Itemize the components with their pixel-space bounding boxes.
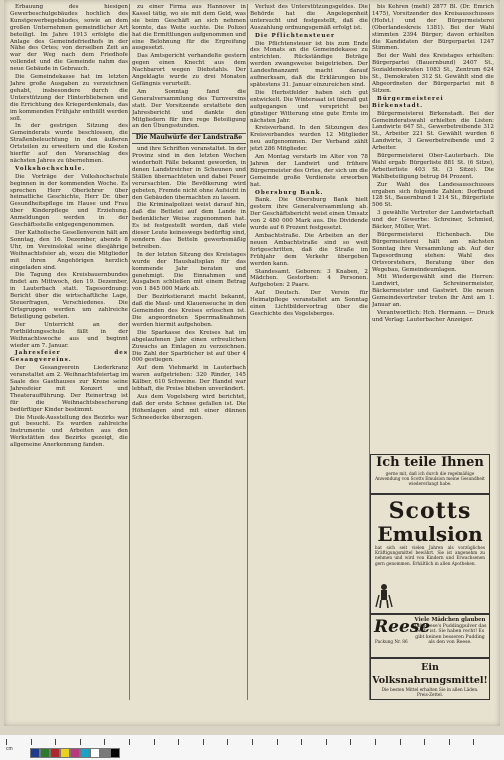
article-paragraph: In der letzten Sitzung des Kreistages wurde der Haushaltsplan für das kommende Jahr beraten und genehmigt. Die Einnahmen und Ausgaben schließen mit einem Betrag von 1 845 000 Mark ab.	[132, 251, 246, 293]
article-paragraph: 3 gewählte Vertreter der Landwirtschaft und der Gewerbe: Schreiner, Schmied, Bäcker, Müller, Wirt.	[372, 210, 494, 231]
section-heading: Jahresfeier des Gesangvereins.	[10, 350, 128, 364]
article-paragraph: Der Katholische Gesellenverein hält am Sonntag, den 16. Dezember, abends 8 Uhr, im Vereinslokal seine diesjährige Weihnachtsfeier ab, wozu die Mitglieder mit ihren Angehörigen herzlich eingeladen sind.	[10, 230, 128, 271]
color-chip	[100, 748, 110, 758]
article-paragraph: Erbauung des hiesigen Gewerbeschulgebäudes hochlich des Kunstgewerbegebäudes, sowie an dem großen Unternehmen gemeindlicher Art beteiligt. Im Jahre 1913 erfolgte die Anlage des Gemeindefriedhofs in der Nähe des Ortes; von derselben Zeit an war der Weg nach dem Friedhofe vollendet und die Gemeinde nahm das neue Gebäude in Gebrauch.	[10, 4, 128, 73]
ad-reese-copy	[413, 618, 487, 646]
article-paragraph: Bürgermeisterei Ober-Lauterbach. Die Wahl ergab: Bürgerliste 881 St. (6 Sitze), Arbeiterliste 403 St. (3 Sitze). Die Wahlbeteiligung betrug 84 Prozent.	[372, 153, 494, 180]
article-paragraph: Das Amtsgericht verhandelte gestern gegen einen Knecht aus dem Nachbarort wegen Diebstahls. Der Angeklagte wurde zu drei Monaten Gefängnis verurteilt.	[132, 53, 246, 87]
article-paragraph: Auf dem Viehmarkt in Lauterbach waren aufgetrieben: 320 Rinder, 145 Kälber, 610 Schweine. Der Handel war lebhaft, die Preise blieben unverändert.	[132, 365, 246, 393]
article-paragraph: Bürgermeisterei Eichenbach. Die Bürgermeisterei hält am nächsten Sonntag ihre Versammlung ab. Auf der Tagesordnung stehen: Wahl des Ortsvorstehers, Beratung über den Wegebau, Gemeindeumlagen.	[372, 232, 494, 273]
ad-scotts-brand: Scotts	[388, 498, 472, 524]
article-paragraph: Kreisverband. In den Sitzungen des Kreisverbandes wurden 12 Mitglieder neu aufgenommen. Der Verband zählt jetzt 286 Mitglieder.	[250, 125, 368, 153]
article-paragraph: Mit Wiedergewählt sind die Herren: Landwirt, Schreinermeister, Bäckermeister und Gastwirt. Die neuen Gemeindevertreter treten ihr Amt am 1. Januar an.	[372, 274, 494, 309]
article-paragraph: Die Gemeindekasse hat im letzten Jahre große Ausgaben zu verzeichnen gehabt, insbesondere durch die Unterstützung der Hinterbliebenen und die Errichtung des Kriegerdenkmals, das im kommenden Frühjahr enthüllt werden soll.	[10, 74, 128, 122]
article-paragraph: Auf Deutsch. Der Verein für Heimatpflege veranstaltet am Sonntag einen Lichtbildervortrag über die Geschichte des Vogelsberges.	[250, 290, 368, 317]
article-paragraph: Verantwortlich: Hch. Hermann. — Druck und Verlag: Lauterbacher Anzeiger.	[372, 309, 494, 323]
color-chip	[50, 748, 60, 758]
color-chip	[80, 748, 90, 758]
ad-testimonial	[370, 454, 490, 494]
column-4	[372, 4, 494, 450]
fisherman-logo-icon	[375, 583, 393, 609]
ruler-unit-label: cm	[6, 746, 13, 752]
article-paragraph: Die Pflichtensteuer ist bis zum Ende des Monats an die Gemeindekasse zu entrichten. Rückständige Beträge werden zwangsweise beigetrieben. Der Landesfinanzamt macht darauf aufmerksam, daß die Erklärungen bis spätestens 31. Januar einzureichen sind.	[250, 40, 368, 88]
ad-testimonial-text: gerne mit, daß ich durch die regelmäßige Anwendung von Scotts Emulsion meine Gesundheit wiedererlangt habe.	[375, 471, 485, 486]
ad-reese-body: daß Reese's Puddingpulver das beste ist. Sie haben recht! Es gibt keinen besseren Pudding als den von Reese.	[413, 623, 487, 646]
article-paragraph: Am Montag verstarb im Alter von 78 Jahren der Landwirt und frühere Bürgermeister des Ortes, der sich um die Gemeinde große Verdienste erworben hat.	[250, 154, 368, 188]
column-rule	[247, 4, 248, 700]
article-paragraph: Bürgermeisterei Birkenstadt. Bei der Gemeinderatswahl erhielten die Listen: Landwirte 647 St., Gewerbetreibende 312 St., Arbeiter 221 St. Gewählt wurden 6 Landwirte, 3 Gewerbetreibende und 2 Arbeiter.	[372, 110, 494, 152]
article-paragraph: Die Musik-Ausstellung des Bezirks war gut besucht. Es wurden zahlreiche Instrumente und Arbeiten aus den Werkstätten des Bezirks gezeigt, die allgemeine Anerkennung fanden.	[10, 414, 128, 449]
ad-reese-pack: Packung Nr. 86	[375, 639, 408, 644]
ad-testimonial-title: Ich teile Ihnen	[376, 455, 484, 470]
article-paragraph: Verlust des Unterstützungsgeldes. Die Behörde hat die Angelegenheit untersucht und festgestellt, daß die Auszahlung ordnungsgemäß erfolgt ist.	[250, 4, 368, 31]
color-chip	[60, 748, 70, 758]
article-paragraph: Aus dem Vogelsberg wird berichtet, daß der erste Schnee gefallen ist. Die Höhenlagen sind mit einer dünnen Schneedecke überzogen.	[132, 393, 246, 421]
article-paragraph: bis Kehren (mehl) 2877 Bl. (Dr. Emrich 1475), Vorsitzender des Kreisausschusses (Hofst.) und der Bürgermeisterei (Oberlandeskreis 1381). Bei der Wahl stimmten 2394 Bürger; davon erhielten die Kandidaten der Bürgerpartei 1247 Stimmen.	[372, 4, 494, 52]
color-chip	[90, 748, 100, 758]
article-paragraph: und ihre Schriften veranstaltet. In der Provinz sind in den letzten Wochen wiederholt Fälle bekannt geworden, in denen Landstreicher in Scheunen und Ställen übernachteten und dabei Feuer verursachten. Die Bevölkerung wird gebeten, Fremde nicht ohne Aufsicht in den Gebäuden übernachten zu lassen.	[132, 146, 246, 201]
article-paragraph: Die Kriminalpolizei weist darauf hin, daß die Bettelei auf dem Lande in bedenklicher Weise zugenommen hat. Es ist festgestellt worden, daß viele dieser Leute keineswegs bedürftig sind, sondern das Betteln gewerbsmäßig betreiben.	[132, 202, 246, 250]
ad-reese-brand: Reese	[374, 617, 431, 637]
article-paragraph: Die Sparkasse des Kreises hat im abgelaufenen Jahr einen erfreulichen Zuwachs an Einlagen zu verzeichnen. Die Zahl der Sparbücher ist auf über 4 000 gestiegen.	[132, 329, 246, 364]
ad-volk-title: Ein Volksnahrungsmittel!	[372, 662, 488, 686]
article-paragraph: Standesamt. Geboren: 3 Knaben, 2 Mädchen. Gestorben: 4 Personen. Aufgeboten: 2 Paare.	[250, 268, 368, 289]
column-2	[132, 4, 246, 700]
article-paragraph: In der gestrigen Sitzung des Gemeinderats wurde beschlossen, die Straßenbeleuchtung in den äußeren Ortsteilen zu erweitern und die Kosten hierfür auf den Voranschlag des nächsten Jahres zu übernehmen.	[10, 123, 128, 164]
column-1	[10, 4, 128, 700]
color-chip	[110, 748, 120, 758]
ad-volksnahrungsmittel	[370, 658, 490, 700]
column-3	[250, 4, 368, 700]
article-paragraph: Bei der Wahl des Kreistages erhielten: Bürgerpartei (Bauernbund) 2407 St., Sozialdemokraten 1083 St., Zentrum 624 St., Demokraten 312 St. Gewählt sind die Abgeordneten der Bürgerpartei mit 8 Sitzen.	[372, 53, 494, 94]
article-paragraph: Ambachtstraße. Die Arbeiten an der neuen Ambachtstraße sind so weit fortgeschritten, daß die Straße im Frühjahr dem Verkehr übergeben werden kann.	[250, 233, 368, 267]
section-heading: Die Pflichtensteuer	[255, 32, 335, 39]
article-paragraph: zu einer Firma aus Hannover in Kassel tätig, wo sie mit dem Geld, was sie beim Geschäft an sich nehmen konnte, das Weite suchte. Die Polizei hat die Ermittlungen aufgenommen und eine Belohnung für die Ergreifung ausgesetzt.	[132, 4, 246, 52]
article-paragraph: Der Unterricht an der Fortbildungsschule fällt in der Weihnachtswoche aus und beginnt wieder am 7. Januar.	[10, 321, 128, 349]
ad-scotts-product: Emulsion	[377, 522, 483, 546]
ad-scotts-text: hat sich seit vielen Jahren als vorzügliches Kräftigungsmittel bewährt. Sie ist angenehm zu nehmen und wird von Kindern und Erwachsenen gern genommen. Erhältlich in allen Apotheken.	[375, 545, 485, 566]
section-heading: Bürgermeisterei Birkenstadt.	[372, 95, 444, 109]
ad-reese-headline: Viele Mädchen glauben	[414, 617, 486, 623]
section-heading: Obersburg Bank.	[255, 189, 324, 196]
section-heading: Volkshochschule.	[15, 165, 86, 172]
article-paragraph: Bank. Die Obersburg Bank hielt gestern ihre Generalversammlung ab. Der Geschäftsbericht weist einen Umsatz von 2 480 000 Mark aus. Die Dividende wurde auf 6 Prozent festgesetzt.	[250, 197, 368, 232]
color-chip	[30, 748, 40, 758]
article-paragraph: Die Tagung des Kreisbauernbundes findet am Mittwoch, den 19. Dezember, in Lauterbach statt. Tagesordnung: Bericht über die wirtschaftliche Lage, Steuerfragen, Verschiedenes. Die Ortsgruppen werden um zahlreiche Beteiligung gebeten.	[10, 272, 128, 320]
article-paragraph: Die Vorträge der Volkshochschule beginnen in der kommenden Woche. Es sprechen Herr Oberlehrer über heimatliche Geschichte, Herr Dr. über Gesundheitspflege im Hause und Frau über Kinderpflege und Erziehung. Anmeldungen werden in der Geschäftsstelle entgegengenommen.	[10, 173, 128, 229]
color-chip	[40, 748, 50, 758]
article-paragraph: Der Bezirkstierarzt macht bekannt, daß die Maul- und Klauenseuche in den Gemeinden des Kreises erloschen ist. Die angeordneten Sperrmaßnahmen werden hiermit aufgehoben.	[132, 294, 246, 328]
article-paragraph: Die Herbstfelder haben sich gut entwickelt. Die Wintersaat ist überall gut aufgegangen und verspricht bei günstiger Witterung eine gute Ernte im nächsten Jahr.	[250, 89, 368, 124]
article-paragraph: Zur Wahl des Landesausschusses ergaben sich folgende Zahlen: Dorfbund 128 St., Bauernbund 1 214 St., Bürgerliste 506 St.	[372, 181, 494, 209]
column-rule	[129, 4, 130, 700]
article-paragraph: Am Sonntag fand die Generalversammlung des Turnvereins statt. Der Vorsitzende erstattete den Jahresbericht und dankte den Mitgliedern für ihre rege Beteiligung an den Übungsstunden.	[132, 88, 246, 130]
article-headline: Die Maulwürfe der Landstraße	[132, 133, 246, 144]
ad-volk-text: Die besten Mittel erhalten Sie in allen Läden. Preis-Zettel.	[381, 687, 479, 698]
color-chip	[70, 748, 80, 758]
ad-reese-pudding	[370, 614, 490, 658]
scale-ruler	[6, 739, 498, 745]
ad-scotts-emulsion	[370, 494, 490, 614]
article-paragraph: Der Gesangverein Liederkranz veranstaltet am 2. Weihnachtsfeiertag im Saale des Gasthauses zur Krone seine Jahresfeier mit Konzert und Theateraufführung. Der Reinertrag ist für die Weihnachtsbescherung bedürftiger Kinder bestimmt.	[10, 365, 128, 413]
